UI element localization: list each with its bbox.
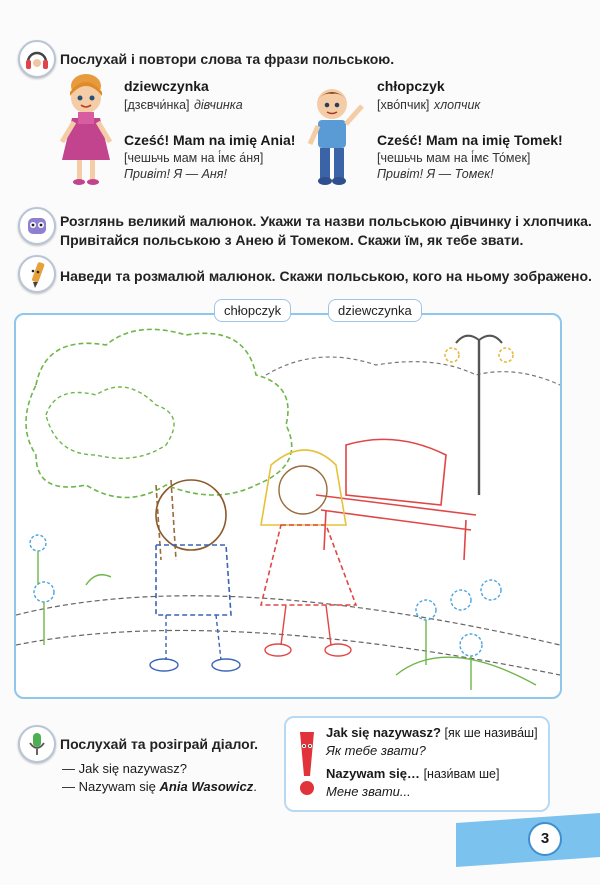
phrase-box — [284, 716, 550, 812]
girl-word: dziewczynka — [124, 78, 209, 94]
phrase-question-translation: Як тебе звати? — [326, 743, 426, 758]
phrase-question: Jak się nazywasz? — [326, 725, 441, 740]
girl-translation: дівчинка — [193, 98, 243, 112]
phrase-box-text — [326, 724, 544, 801]
bubble-boy: chłopczyk — [214, 299, 291, 322]
phrase-question-transcription: [як ше назива́ш] — [444, 726, 538, 740]
eye-icon — [18, 207, 56, 245]
dialog-line1: — Jak się nazywasz? — [62, 761, 187, 776]
phrase-answer: Nazywam się… — [326, 766, 420, 781]
boy-phrase-transcription: [чешьчь мам на і́мє То́мек] — [377, 151, 531, 165]
dialog-line2-name: Ania Wasowicz — [159, 779, 254, 794]
boy-word-block — [377, 78, 563, 181]
boy-translation: хлопчик — [433, 98, 481, 112]
section4-instruction: Послухай та розіграй діалог. — [60, 736, 259, 752]
girl-phrase-transcription: [чешьчь мам на і́мє а́ня] — [124, 151, 264, 165]
coloring-picture — [14, 313, 562, 699]
dialog-line2-prefix: — Nazywam się — [62, 779, 156, 794]
section4-dialog — [62, 760, 257, 796]
dialog-line2 — [62, 778, 257, 796]
section2-line2: Привітайся польською з Анею й Томеком. Скажи їм, як тебе звати. — [60, 232, 524, 248]
phrase-answer-translation: Мене звати... — [326, 784, 411, 799]
girl-word-block — [124, 78, 295, 181]
exclamation-mascot-icon — [292, 728, 322, 802]
page-number: 3 — [528, 822, 562, 856]
girl-transcription: [дзєвчи́нка] — [124, 98, 190, 112]
section3-instruction: Наведи та розмалюй малюнок. Скажи польською, кого на ньому зображено. — [60, 268, 592, 284]
boy-word: chłopczyk — [377, 78, 445, 94]
boy-transcription: [хво́пчик] — [377, 98, 430, 112]
section1-instruction: Послухай і повтори слова та фрази польською. — [60, 51, 395, 67]
phrase-answer-transcription: [нази́вам ше] — [423, 767, 500, 781]
girl-illustration — [50, 70, 122, 190]
pencil-icon — [18, 255, 56, 293]
section2-line1: Розглянь великий малюнок. Укажи та назви польською дівчинку і хлопчика. — [60, 213, 592, 229]
boy-phrase: Cześć! Mam na imię Tomek! — [377, 132, 563, 148]
girl-phrase: Cześć! Mam na imię Ania! — [124, 132, 296, 148]
boy-illustration — [300, 82, 372, 190]
dialog-line2-suffix: . — [253, 779, 257, 794]
microphone-icon — [18, 725, 56, 763]
boy-phrase-translation: Привіт! Я — Томек! — [377, 167, 494, 181]
section2-instruction — [60, 212, 592, 250]
bubble-girl: dziewczynka — [328, 299, 422, 322]
girl-phrase-translation: Привіт! Я — Аня! — [124, 167, 227, 181]
